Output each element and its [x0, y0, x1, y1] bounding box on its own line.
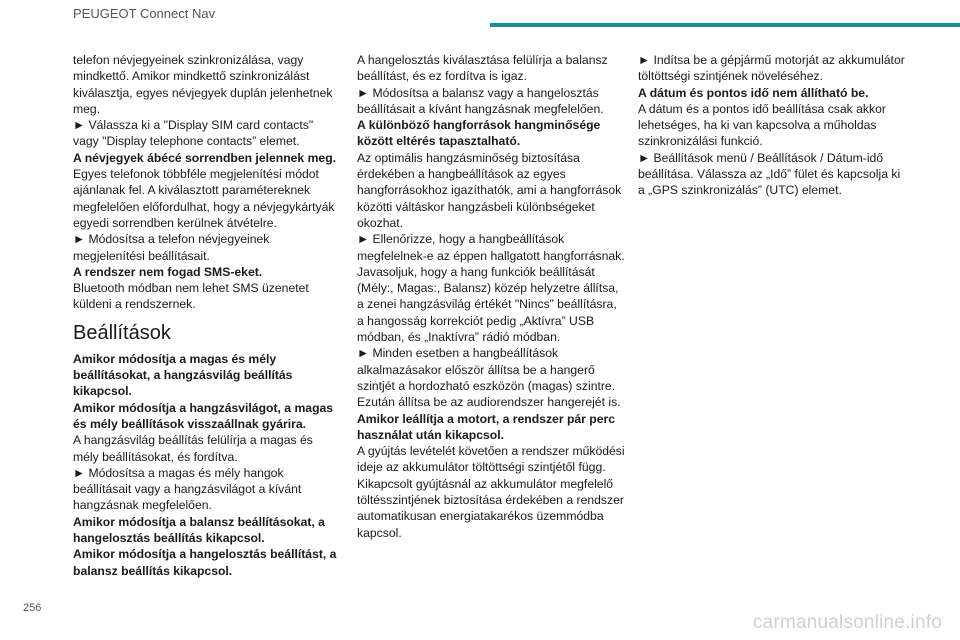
paragraph: A dátum és a pontos idő beállítása csak akkor lehetséges, ha ki van kapcsolva a műholdas szinkronizálási funkció. [638, 101, 886, 149]
watermark: carmanualsonline.info [752, 612, 942, 633]
paragraph: ► Válassza ki a "Display SIM card contacts" vagy "Display telephone contacts” elemet. [73, 118, 314, 149]
paragraph: A különböző hangforrások hangminősége között eltérés tapasztalható. [357, 118, 601, 149]
paragraph: Kikapcsolt gyújtásnál az akkumulátor megfelelő töltésszintjének biztosítása érdekében a rendszer automatikusan energiatakarékos üzemmódba kapcsol. [357, 476, 624, 540]
paragraph: Amikor módosítja a hangzásvilágot, a magas és mély beállítások visszaállnak gyárira. [73, 400, 334, 431]
paragraph: A hangelosztás kiválasztása felülírja a balansz beállítást, és ez fordítva is igaz. [357, 53, 608, 84]
paragraph: A hangzásvilág beállítás felülírja a magas és mély beállításokat, és fordítva. [73, 433, 313, 464]
paragraph: Bluetooth módban nem lehet SMS üzenetet küldeni a rendszernek. [73, 281, 309, 312]
paragraph: ► Módosítsa a telefon névjegyeinek megjelenítési beállításait. [73, 232, 270, 263]
paragraph: A névjegyek ábécé sorrendben jelennek meg. [73, 150, 337, 165]
paragraph: Az optimális hangzásminőség biztosítása érdekében a hangbeállítások az egyes hangforrásokhoz igazíthatók, ami a hangforrások közötti váltáskor hangzásbeli különbségeket okozhat. [357, 150, 622, 230]
paragraph: A gyújtás levételét követően a rendszer működési ideje az akkumulátor töltöttségi szintjétől függ. [357, 444, 625, 475]
paragraph: Amikor módosítja a magas és mély beállításokat, a hangzásvilág beállítás kikapcsol. [73, 351, 293, 399]
paragraph: Amikor módosítja a balansz beállításokat, a hangelosztás beállítás kikapcsol. [73, 514, 325, 546]
paragraph: Amikor leállítja a motort, a rendszer pár perc használat után kikapcsol. [357, 411, 616, 442]
paragraph: ► Módosítsa a magas és mély hangok beállításait vagy a hangzásvilágot a kívánt hangzásnak megfelelően. [73, 465, 302, 513]
text-column-2 [357, 52, 625, 541]
header-accent-bar [490, 23, 960, 27]
paragraph: Egyes telefonok többféle megjelenítési módot ajánlanak fel. A kiválasztott paramétereknek megfelelően előfordulhat, hogy a névjegykártyák egyedi sorrendben kerülnek átvételre. [73, 167, 335, 230]
section-heading: Beállítások [73, 321, 171, 344]
paragraph: ► Beállítások menü / Beállítások / Dátum-idő beállítása. Válassza az „Idő” fület és kapcsolja ki a „GPS szinkronizálás” (UTC) elemet. [638, 150, 901, 198]
page-header-title: PEUGEOT Connect Nav [73, 6, 216, 21]
paragraph: ► Indítsa be a gépjármű motorját az akkumulátor töltöttségi szintjének növeléséhez. [638, 53, 905, 84]
paragraph: Amikor módosítja a hangelosztás beállítást, a balansz beállítás kikapcsol. [73, 547, 337, 578]
paragraph: ► Minden esetben a hangbeállítások alkalmazásakor először állítsa be a hangerő szintjét a hordozható eszközön (magas) szintre. Ezután állítsa be az audiorendszer hangerejét is. [357, 346, 621, 410]
text-column-1 [73, 52, 341, 579]
paragraph: A dátum és pontos idő nem állítható be. [638, 85, 869, 100]
paragraph: telefon névjegyeinek szinkronizálása, vagy mindkettő. Amikor mindkettő szinkronizálást kiválasztja, egyes névjegyek duplán jelenhetnek meg. [73, 53, 333, 116]
paragraph: ► Ellenőrizze, hogy a hangbeállítások megfelelnek-e az éppen hallgatott hangforrásnak. Javasoljuk, hogy a hang funkciók beállítását (Mély:, Magas:, Balansz) közép helyzetre állítsa, a zenei hangzásvilág értékét "Nincs” beállításra, a hangosság korrekciót pedig „Aktívra” USB módban, és „Inaktívra” rádió módban. [357, 232, 625, 345]
page-number: 256 [23, 602, 42, 614]
paragraph: ► Módosítsa a balansz vagy a hangelosztás beállításait a kívánt hangzásnak megfelelően. [357, 85, 604, 116]
text-column-3 [638, 52, 906, 199]
paragraph: A rendszer nem fogad SMS-eket. [73, 264, 263, 279]
